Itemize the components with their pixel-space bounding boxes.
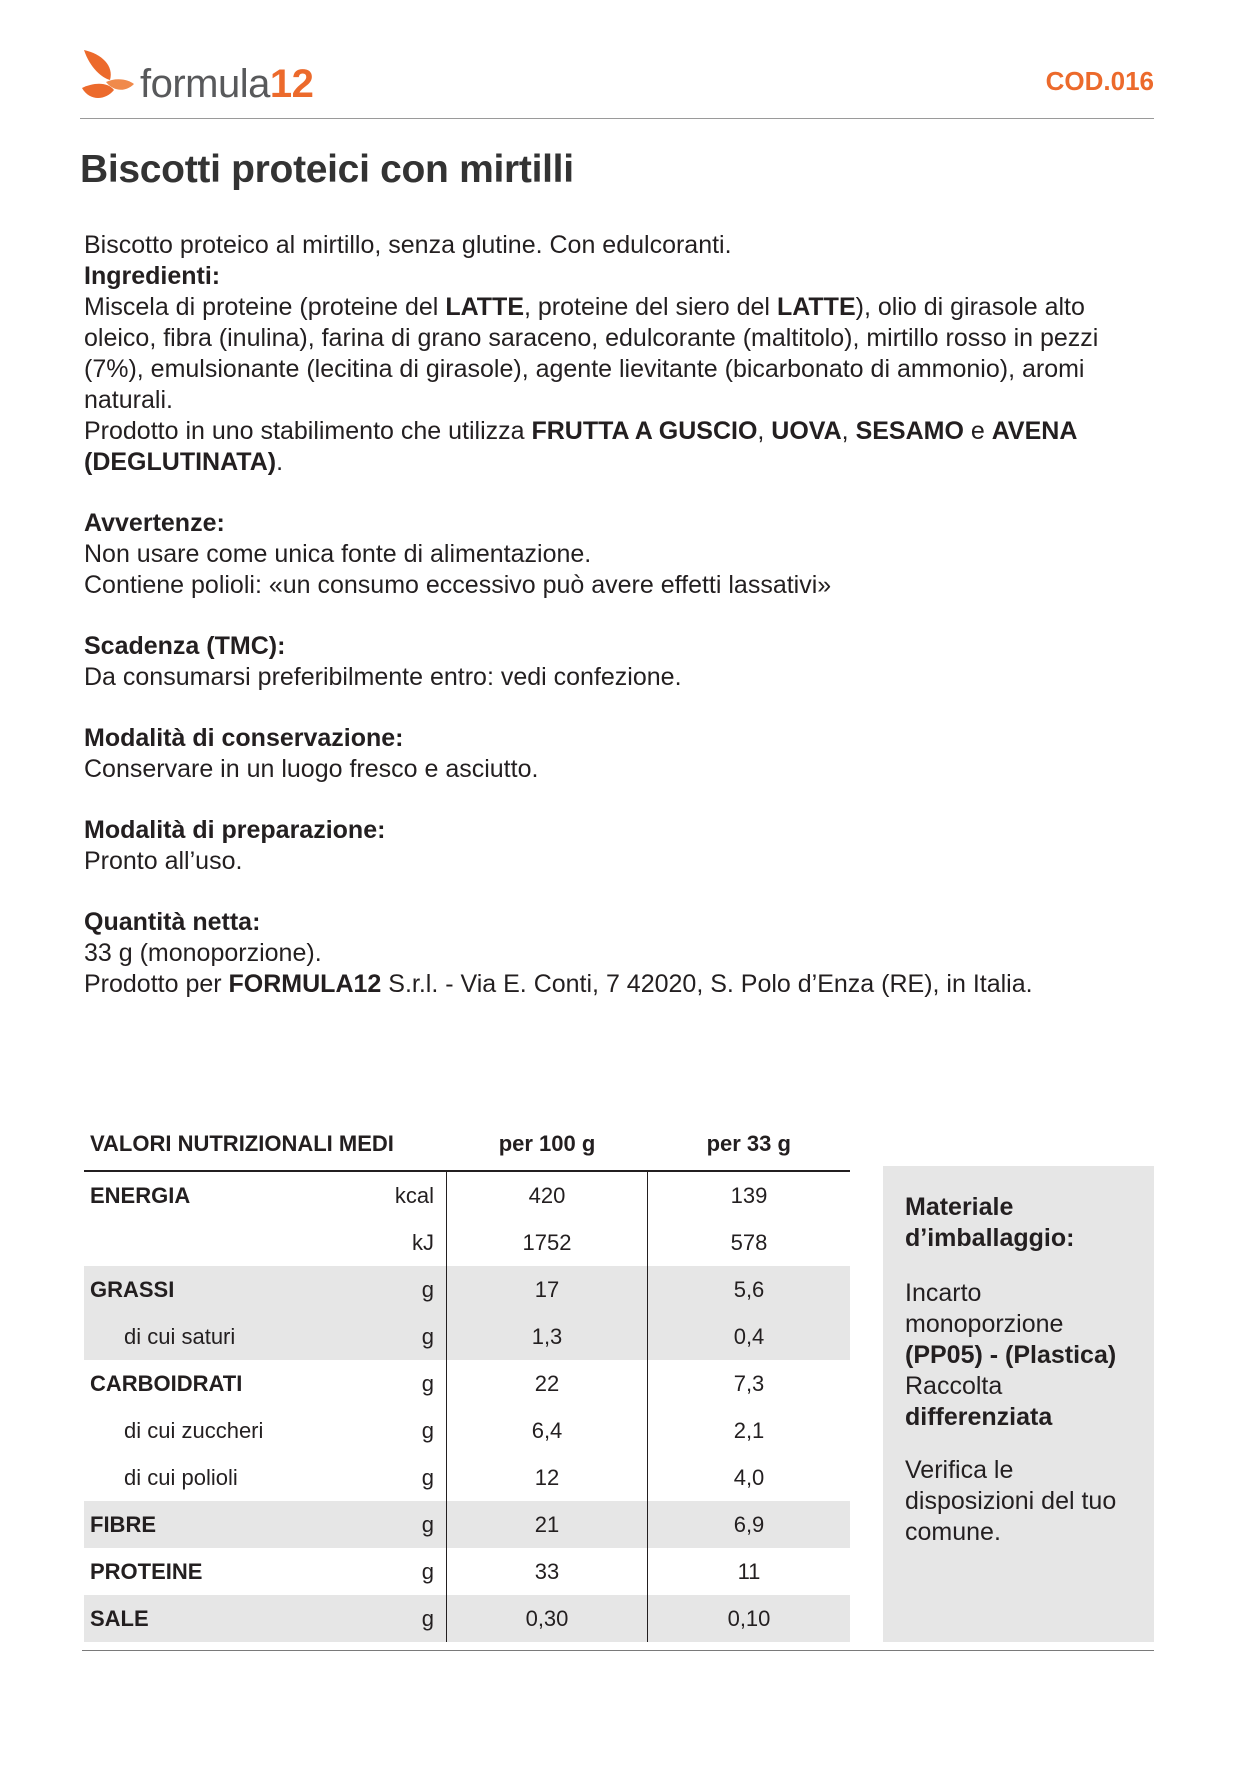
packaging-material-text: Incarto monoporzione (PP05) - (Plastica) Raccolta differenziata	[905, 1279, 1117, 1431]
nutrient-value-per33: 7,3	[733, 1370, 765, 1396]
expiry-section	[84, 631, 1144, 693]
warnings-label: Avvertenze:	[84, 509, 225, 537]
storage-section	[84, 723, 1144, 785]
table-row	[84, 1407, 850, 1454]
warnings-section	[84, 508, 1144, 601]
preparation-section	[84, 815, 1144, 877]
table-row	[84, 1501, 850, 1548]
expiry-text: Da consumarsi preferibilmente entro: vedi confezione.	[84, 663, 682, 691]
nutrient-value-per33: 11	[737, 1558, 761, 1584]
nutrient-name: CARBOIDRATI	[90, 1370, 243, 1396]
nutrient-unit: g	[374, 1266, 447, 1313]
producer-text: Prodotto per FORMULA12 S.r.l. - Via E. Conti, 7 42020, S. Polo d’Enza (RE), in Italia.	[84, 970, 1033, 998]
ingredients-text: Miscela di proteine (proteine del LATTE, proteine del siero del LATTE), olio di girasole alto oleico, fibra (inulina), farina di grano saraceno, edulcorante (maltitolo), mirtillo rosso in pezzi (7%), emulsionante (lecitina di girasole), agente lievitante (bicarbonato di ammonio), aromi naturali.	[84, 293, 1099, 414]
nutrient-value-per100: 1,3	[447, 1313, 648, 1360]
nutrient-name: FIBRE	[84, 1501, 374, 1548]
nutrient-name: ENERGIA	[90, 1182, 191, 1208]
nutrient-unit: g	[374, 1407, 447, 1454]
nutrient-name: PROTEINE	[90, 1558, 203, 1584]
nutrient-unit: g	[374, 1313, 447, 1360]
table-row	[84, 1360, 850, 1407]
preparation-label: Modalità di preparazione:	[84, 816, 386, 844]
nutrient-value-per33: 578	[730, 1229, 768, 1255]
nutrient-unit: g	[374, 1595, 447, 1642]
preparation-text: Pronto all’uso.	[84, 847, 243, 875]
nutrient-unit: g	[374, 1548, 447, 1595]
nutrition-header-per100: per 100 g	[447, 1118, 648, 1171]
nutrition-header-row	[84, 1118, 850, 1171]
nutrition-header-per33: per 33 g	[648, 1118, 851, 1171]
nutrient-unit: kcal	[374, 1171, 447, 1219]
warning-line: Non usare come unica fonte di alimentazione.	[84, 540, 592, 568]
nutrient-name: GRASSI	[84, 1266, 374, 1313]
nutrient-value-per100: 0,30	[447, 1595, 648, 1642]
storage-label: Modalità di conservazione:	[84, 724, 404, 752]
logo-text	[140, 64, 313, 104]
table-row	[84, 1454, 850, 1501]
table-row	[84, 1313, 850, 1360]
warning-line: Contiene polioli: «un consumo eccessivo può avere effetti lassativi»	[84, 571, 832, 599]
ingredients-label: Ingredienti:	[84, 262, 221, 290]
table-row	[84, 1266, 850, 1313]
nutrient-name: di cui zuccheri	[124, 1417, 264, 1443]
nutrient-value-per33: 4,0	[733, 1464, 765, 1490]
table-row	[84, 1171, 850, 1219]
packaging-verify-text: Verifica le disposizioni del tuo comune.	[905, 1456, 1117, 1546]
header	[80, 44, 1154, 119]
nutrient-name: di cui polioli	[124, 1464, 238, 1490]
nutrition-header-title: VALORI NUTRIZIONALI MEDI	[84, 1118, 447, 1171]
storage-text: Conservare in un luogo fresco e asciutto.	[84, 755, 539, 783]
nutrient-unit: kJ	[374, 1219, 447, 1266]
nutrient-value-per100: 12	[447, 1454, 648, 1501]
product-code: COD.016	[1045, 66, 1154, 96]
net-quantity-section	[84, 907, 1144, 969]
nutrient-unit: g	[374, 1360, 447, 1407]
page-title: Biscotti proteici con mirtilli	[80, 148, 574, 191]
butterfly-logo-icon	[80, 48, 136, 108]
nutrient-value-per100: 22	[447, 1360, 648, 1407]
nutrient-unit: g	[374, 1454, 447, 1501]
nutrient-value-per33: 139	[730, 1182, 768, 1208]
bottom-divider	[82, 1650, 1154, 1651]
nutrient-value-per33: 0,4	[648, 1313, 851, 1360]
allergen-facility-text: Prodotto in uno stabilimento che utilizza FRUTTA A GUSCIO, UOVA, SESAMO e AVENA (DEGLUTINATA).	[84, 417, 1077, 476]
nutrient-value-per33: 0,10	[648, 1595, 851, 1642]
net-quantity-label: Quantità netta:	[84, 908, 261, 936]
nutrient-name	[84, 1219, 374, 1266]
nutrient-name: SALE	[84, 1595, 374, 1642]
net-quantity-text: 33 g (monoporzione).	[84, 939, 322, 967]
logo	[80, 44, 313, 108]
nutrient-value-per33: 6,9	[648, 1501, 851, 1548]
packaging-title: Materiale d’imballaggio:	[905, 1193, 1075, 1252]
nutrient-name: di cui saturi	[84, 1313, 374, 1360]
nutrient-value-per33: 2,1	[733, 1417, 765, 1443]
description: Biscotto proteico al mirtillo, senza glutine. Con edulcoranti.	[84, 231, 732, 259]
logo-word: formula	[140, 62, 270, 106]
nutrient-value-per100: 1752	[447, 1219, 648, 1266]
table-row	[84, 1548, 850, 1595]
expiry-label: Scadenza (TMC):	[84, 632, 286, 660]
nutrient-value-per100: 21	[447, 1501, 648, 1548]
product-info	[84, 230, 1144, 1000]
table-row	[84, 1219, 850, 1266]
table-row	[84, 1595, 850, 1642]
ingredients-section	[84, 261, 1144, 478]
nutrient-value-per100: 33	[447, 1548, 648, 1595]
nutrient-value-per100: 420	[447, 1171, 648, 1219]
nutrient-value-per100: 6,4	[447, 1407, 648, 1454]
nutrition-table	[84, 1118, 850, 1642]
nutrient-unit: g	[374, 1501, 447, 1548]
nutrient-value-per33: 5,6	[648, 1266, 851, 1313]
packaging-box	[883, 1166, 1154, 1642]
logo-number: 12	[269, 62, 314, 106]
nutrient-value-per100: 17	[447, 1266, 648, 1313]
